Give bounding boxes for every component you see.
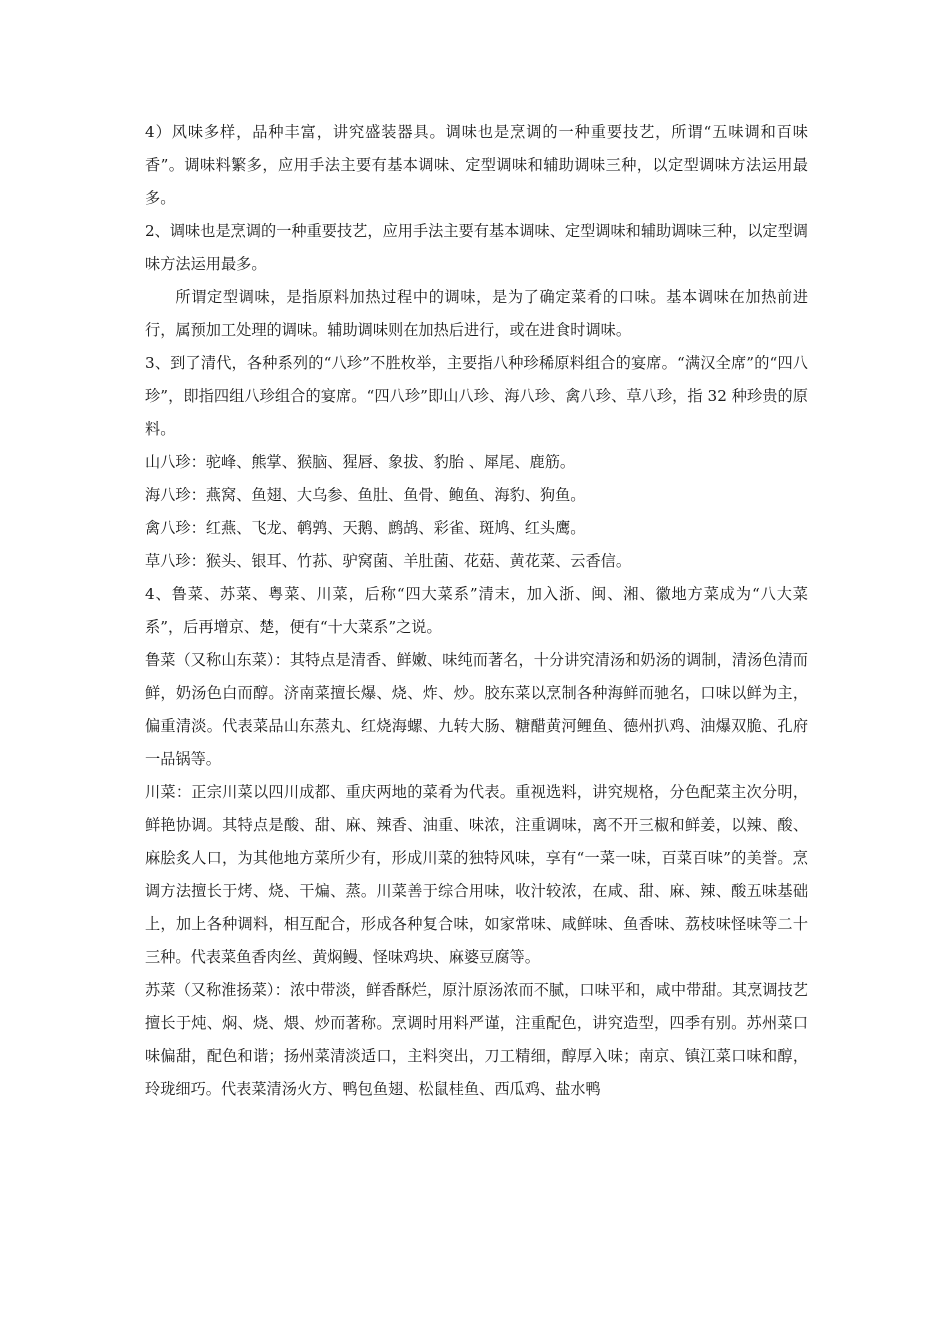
paragraph-sichuan-cuisine: 川菜：正宗川菜以四川成都、重庆两地的菜肴为代表。重视选料，讲究规格，分色配菜主次分明，鲜艳协调。其特点是酸、甜、麻、辣香、油重、味浓，注重调味，离不开三椒和鲜姜，以辣、酸、麻脍炙人口，为其他地方菜所少有，形成川菜的独特风味，享有“一菜一味，百菜百味”的美誉。烹调方法擅长于烤、烧、干煸、蒸。川菜善于综合用味，收汁较浓，在咸、甜、麻、辣、酸五味基础上，加上各种调料，相互配合，形成各种复合味，如家常味、咸鲜味、鱼香味、荔枝味怪味等二十三种。代表菜鱼香肉丝、黄焖鳗、怪味鸡块、麻婆豆腐等。 [145,783,808,966]
paragraph-fixed-seasoning: 所谓定型调味，是指原料加热过程中的调味，是为了确定菜肴的口味。基本调味在加热前进行，属预加工处理的调味。辅助调味则在加热后进行，或在进食时调味。 [145,288,808,339]
paragraph-major-cuisines: 4、鲁菜、苏菜、粤菜、川菜，后称“四大菜系”清末，加入浙、闽、湘、徽地方菜成为“八大菜系”，后再增京、楚，便有“十大菜系”之说。 [145,585,808,636]
paragraph-mountain-treasures: 山八珍：驼峰、熊掌、猴脑、猩唇、象拔、豹胎 、犀尾、鹿筋。 [145,453,576,471]
paragraph-shandong-cuisine: 鲁菜（又称山东菜）：其特点是清香、鲜嫩、味纯而著名，十分讲究清汤和奶汤的调制，清汤色清而鲜，奶汤色白而醇。济南菜擅长爆、烧、炸、炒。胶东菜以烹制各种海鲜而驰名，口味以鲜为主，偏重清淡。代表菜品山东蒸丸、红烧海螺、九转大肠、糖醋黄河鲤鱼、德州扒鸡、油爆双脆、孔府一品锅等。 [145,651,808,768]
paragraph-flavor-variety: 4）风味多样，品种丰富，讲究盛装器具。调味也是烹调的一种重要技艺，所谓“五味调和百味香”。调味料繁多，应用手法主要有基本调味、定型调味和辅助调味三种，以定型调味方法运用最多。 [145,123,808,207]
paragraph-seasoning-technique: 2、调味也是烹调的一种重要技艺，应用手法主要有基本调味、定型调味和辅助调味三种，以定型调味方法运用最多。 [145,222,808,273]
paragraph-jiangsu-cuisine: 苏菜（又称淮扬菜）：浓中带淡，鲜香酥烂，原汁原汤浓而不腻，口味平和，咸中带甜。其烹调技艺擅长于炖、焖、烧、煨、炒而著称。烹调时用料严谨，注重配色，讲究造型，四季有别。苏州菜口味偏甜，配色和谐；扬州菜清淡适口，主料突出，刀工精细，醇厚入味；南京、镇江菜口味和醇，玲珑细巧。代表菜清汤火方、鸭包鱼翅、松鼠桂鱼、西瓜鸡、盐水鸭 [145,981,808,1098]
paragraph-fowl-treasures: 禽八珍：红燕、飞龙、鹌鹑、天鹅、鹧鸪、彩雀、斑鸠、红头鹰。 [145,519,586,537]
paragraph-sea-treasures: 海八珍：燕窝、鱼翅、大乌参、鱼肚、鱼骨、鲍鱼、海豹、狗鱼。 [145,486,586,504]
paragraph-plant-treasures: 草八珍：猴头、银耳、竹荪、驴窝菌、羊肚菌、花菇、黄花菜、云香信。 [145,552,631,570]
paragraph-qing-dynasty-eight-treasures: 3、到了清代，各种系列的“八珍”不胜枚举，主要指八种珍稀原料组合的宴席。“满汉全席”的“四八珍”，即指四组八珍组合的宴席。“四八珍”即山八珍、海八珍、禽八珍、草八珍，指 32 种珍贵的原料。 [145,354,808,438]
